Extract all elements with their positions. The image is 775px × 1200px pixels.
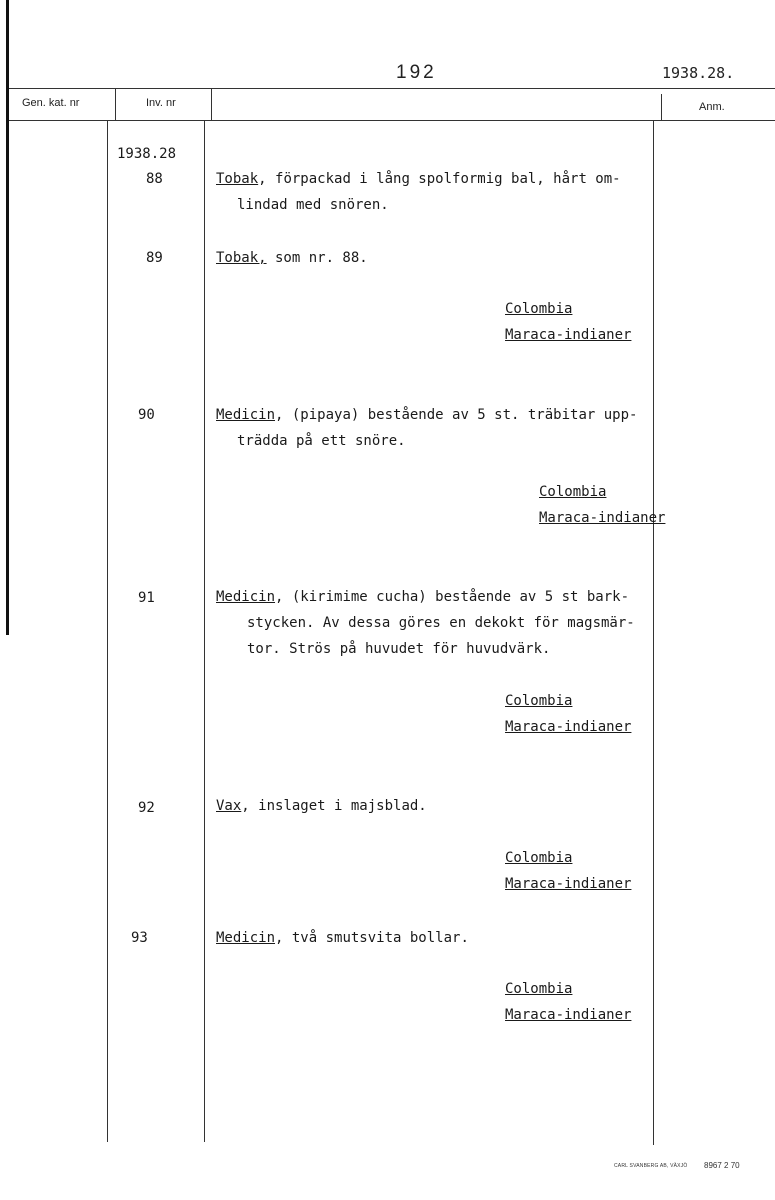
column-line-inv-left: [107, 120, 108, 1142]
entry-90-line-1: Medicin, (pipaya) bestående av 5 st. träbitar upp-: [216, 407, 638, 423]
entry-90-people: Maraca-indianer: [539, 510, 666, 526]
entry-90-term: Medicin: [216, 407, 276, 423]
entry-90-line-2: trädda på ett snöre.: [237, 433, 406, 449]
entry-92-place: Colombia: [505, 850, 573, 866]
binding-edge: [6, 0, 9, 635]
entry-92-people: Maraca-indianer: [505, 876, 632, 892]
header-divider-3: [661, 94, 662, 120]
header-bottom-rule: [9, 120, 775, 121]
inv-number-92: 92: [138, 800, 155, 816]
footer-printer: CARL SVANBERG AB, VÄXJÖ: [614, 1163, 688, 1169]
entry-92-line-1: Vax, inslaget i majsblad.: [216, 798, 427, 814]
header-anm: Anm.: [699, 101, 725, 113]
inv-number-93: 93: [131, 930, 148, 946]
series-number: 1938.28: [117, 146, 177, 162]
entry-91-people: Maraca-indianer: [505, 719, 632, 735]
entry-93-term: Medicin: [216, 930, 276, 946]
entry-89-term: Tobak,: [216, 250, 267, 266]
inv-number-90: 90: [138, 407, 155, 423]
entry-89-line-1: Tobak, som nr. 88.: [216, 250, 368, 266]
entry-91-line-2: stycken. Av dessa göres en dekokt för magsmär-: [247, 615, 635, 631]
entry-89-people: Maraca-indianer: [505, 327, 632, 343]
inv-number-89: 89: [146, 250, 163, 266]
inv-number-91: 91: [138, 590, 155, 606]
entry-91-line-1: Medicin, (kirimime cucha) bestående av 5 st bark-: [216, 589, 630, 605]
entry-88-line-2: lindad med snören.: [237, 197, 389, 213]
header-top-rule: [9, 88, 775, 89]
header-divider-1: [115, 88, 116, 120]
column-line-anm-left: [653, 120, 654, 1145]
inv-number-88: 88: [146, 171, 163, 187]
entry-88-term: Tobak: [216, 171, 259, 187]
entry-93-line-1: Medicin, två smutsvita bollar.: [216, 930, 469, 946]
header-divider-2: [211, 88, 212, 120]
entry-91-place: Colombia: [505, 693, 573, 709]
header-gen-kat-nr: Gen. kat. nr: [22, 97, 80, 109]
footer-code: 8967 2 70: [704, 1161, 740, 1170]
header-inv-nr: Inv. nr: [146, 97, 176, 109]
entry-91-term: Medicin: [216, 589, 276, 605]
entry-89-place: Colombia: [505, 301, 573, 317]
entry-93-place: Colombia: [505, 981, 573, 997]
catalog-number: 1938.28.: [662, 64, 735, 82]
column-line-desc-left: [204, 120, 205, 1142]
page-number: 192: [396, 62, 437, 83]
entry-91-line-3: tor. Strös på huvudet för huvudvärk.: [247, 641, 551, 657]
entry-88-line-1: Tobak, förpackad i lång spolformig bal, hårt om-: [216, 171, 621, 187]
entry-90-place: Colombia: [539, 484, 607, 500]
entry-93-people: Maraca-indianer: [505, 1007, 632, 1023]
entry-92-term: Vax: [216, 798, 242, 814]
